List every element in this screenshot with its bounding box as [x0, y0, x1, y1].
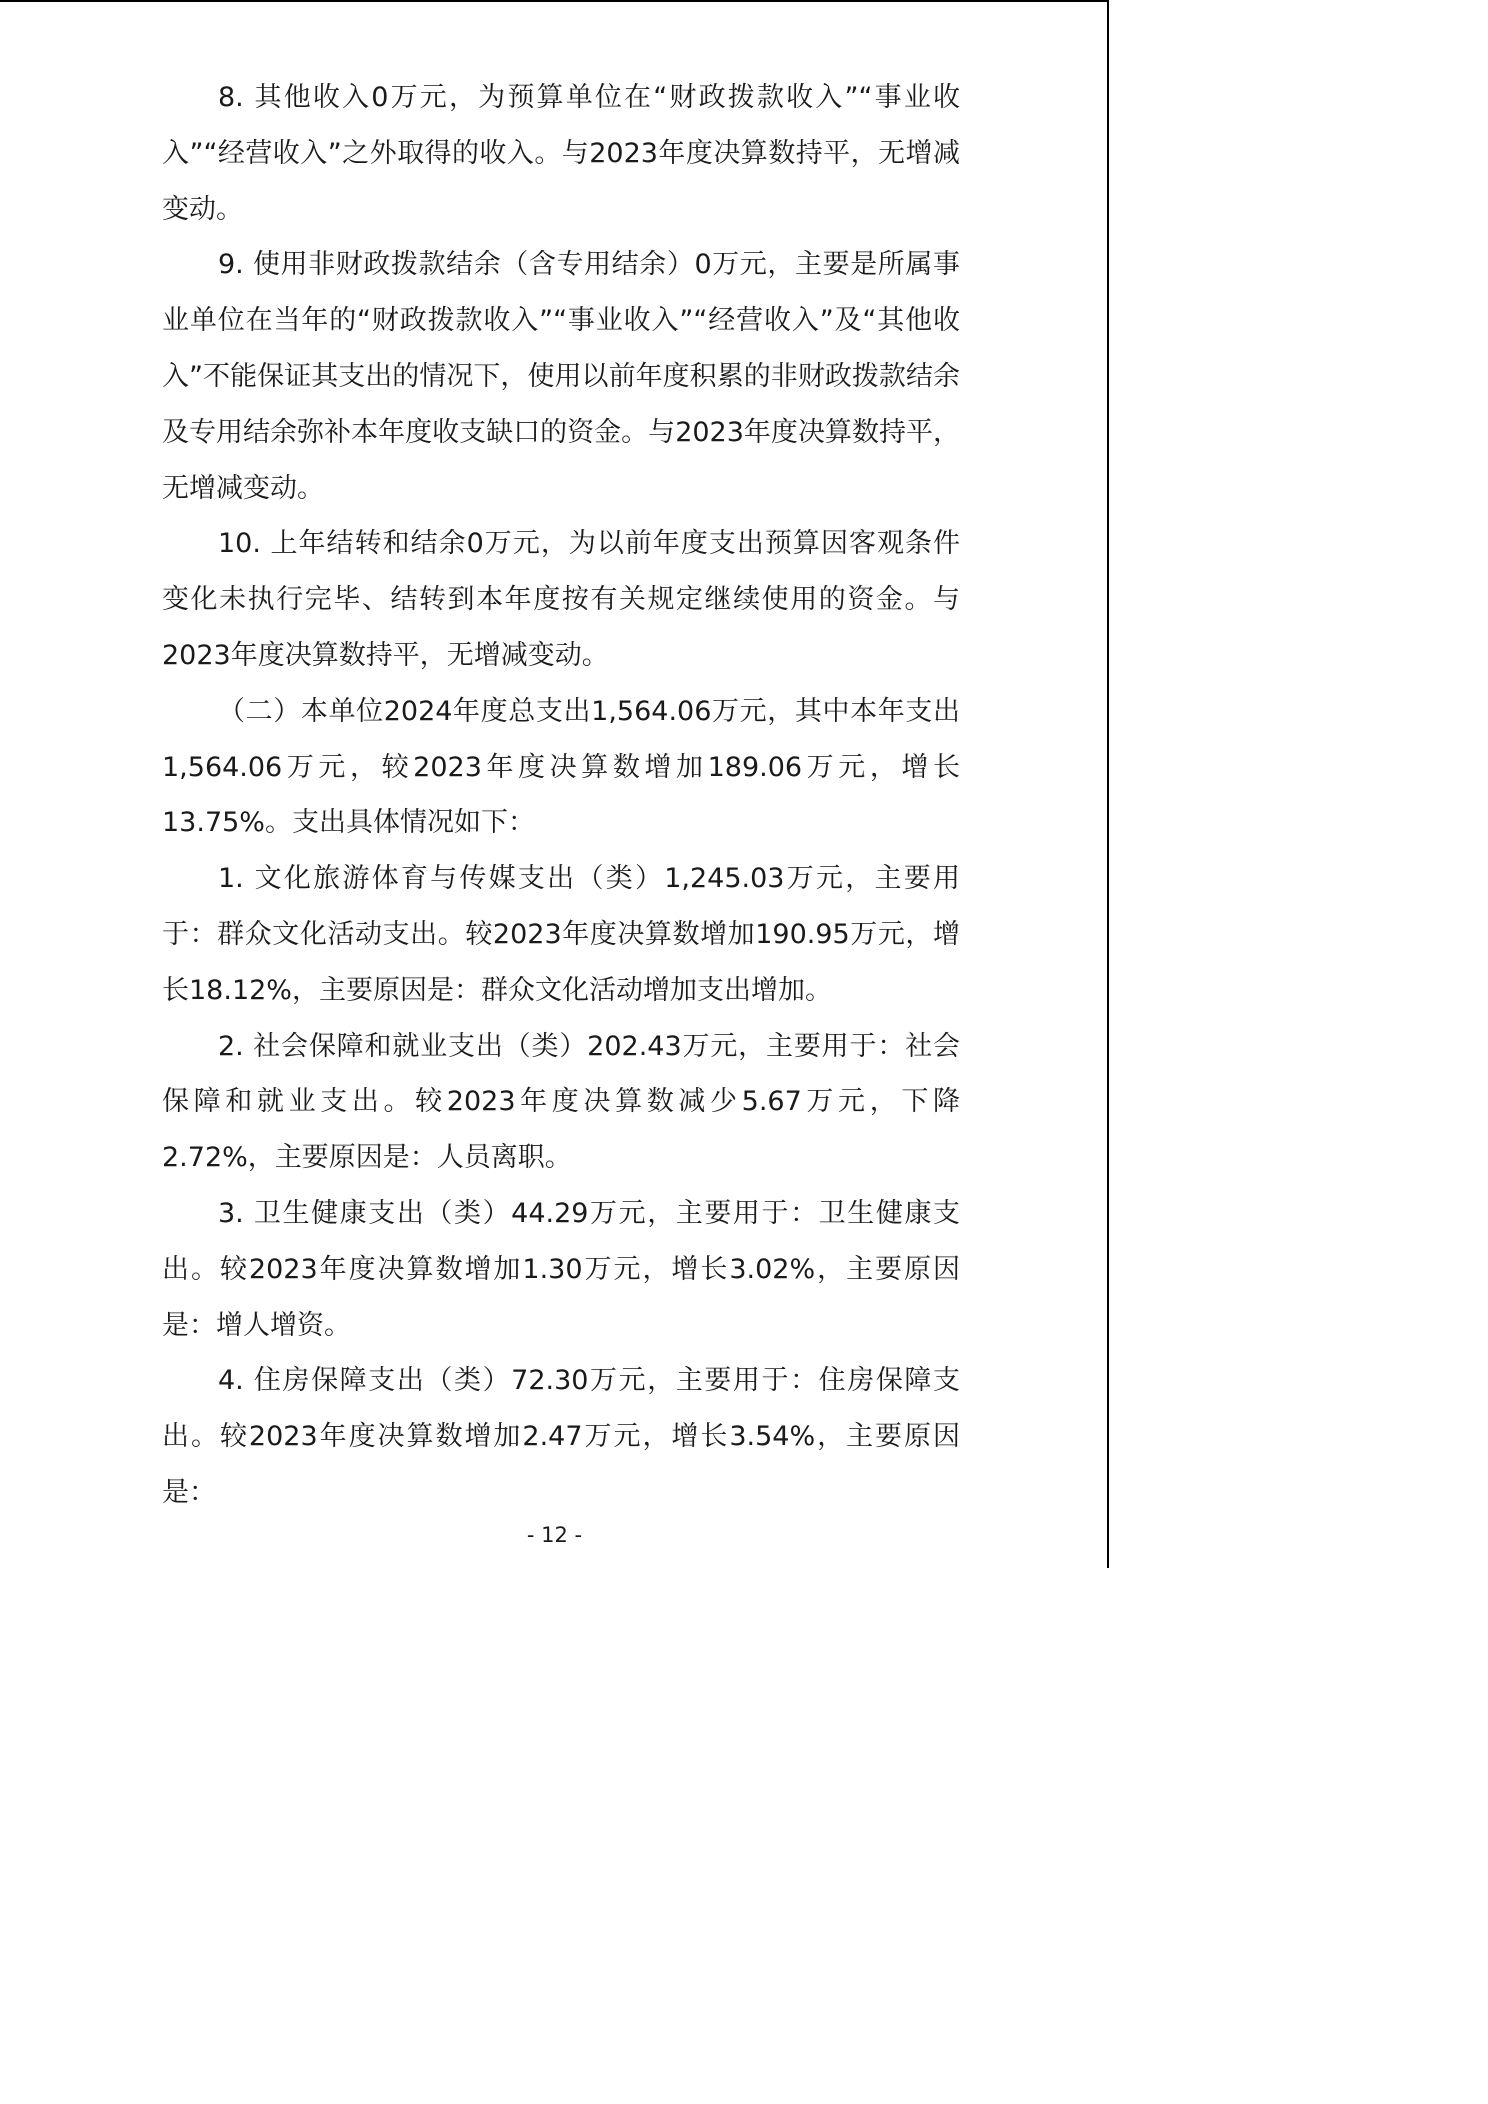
document-body: [162, 70, 960, 1521]
paragraph-health-expenditure: 3. 卫生健康支出（类）44.29万元，主要用于：卫生健康支出。较2023年度决算数增加1.30万元，增长3.02%，主要原因是：增人增资。: [162, 1197, 960, 1341]
paragraph-culture-expenditure: 1. 文化旅游体育与传媒支出（类）1,245.03万元，主要用于：群众文化活动支出。较2023年度决算数增加190.95万元，增长18.12%，主要原因是：群众文化活动增加支出增加。: [162, 863, 960, 1006]
paragraph-housing-expenditure: 4. 住房保障支出（类）72.30万元，主要用于：住房保障支出。较2023年度决算数增加2.47万元，增长3.54%，主要原因是：: [162, 1365, 960, 1508]
paragraph-prior-year-carryover: 10. 上年结转和结余0万元，为以前年度支出预算因客观条件变化未执行完毕、结转到本年度按有关规定继续使用的资金。与2023年度决算数持平，无增减变动。: [162, 528, 960, 671]
paragraph-non-fiscal-surplus: 9. 使用非财政拨款结余（含专用结余）0万元，主要是所属事业单位在当年的“财政拨款收入”“事业收入”“经营收入”及“其他收入”不能保证其支出的情况下，使用以前年度积累的非财政拨款结余及专用结余弥补本年度收支缺口的资金。与2023年度决算数持平，无增减变动。: [162, 249, 960, 504]
paragraph-total-expenditure: （二）本单位2024年度总支出1,564.06万元，其中本年支出1,564.06万元，较2023年度决算数增加189.06万元，增长13.75%。支出具体情况如下：: [162, 695, 960, 839]
paragraph-other-income: 8. 其他收入0万元，为预算单位在“财政拨款收入”“事业收入”“经营收入”之外取得的收入。与2023年度决算数持平，无增减变动。: [162, 82, 960, 225]
paragraph-social-security-expenditure: 2. 社会保障和就业支出（类）202.43万元，主要用于：社会保障和就业支出。较2023年度决算数减少5.67万元，下降2.72%，主要原因是：人员离职。: [162, 1030, 960, 1174]
page-number: - 12 -: [526, 1523, 583, 1547]
